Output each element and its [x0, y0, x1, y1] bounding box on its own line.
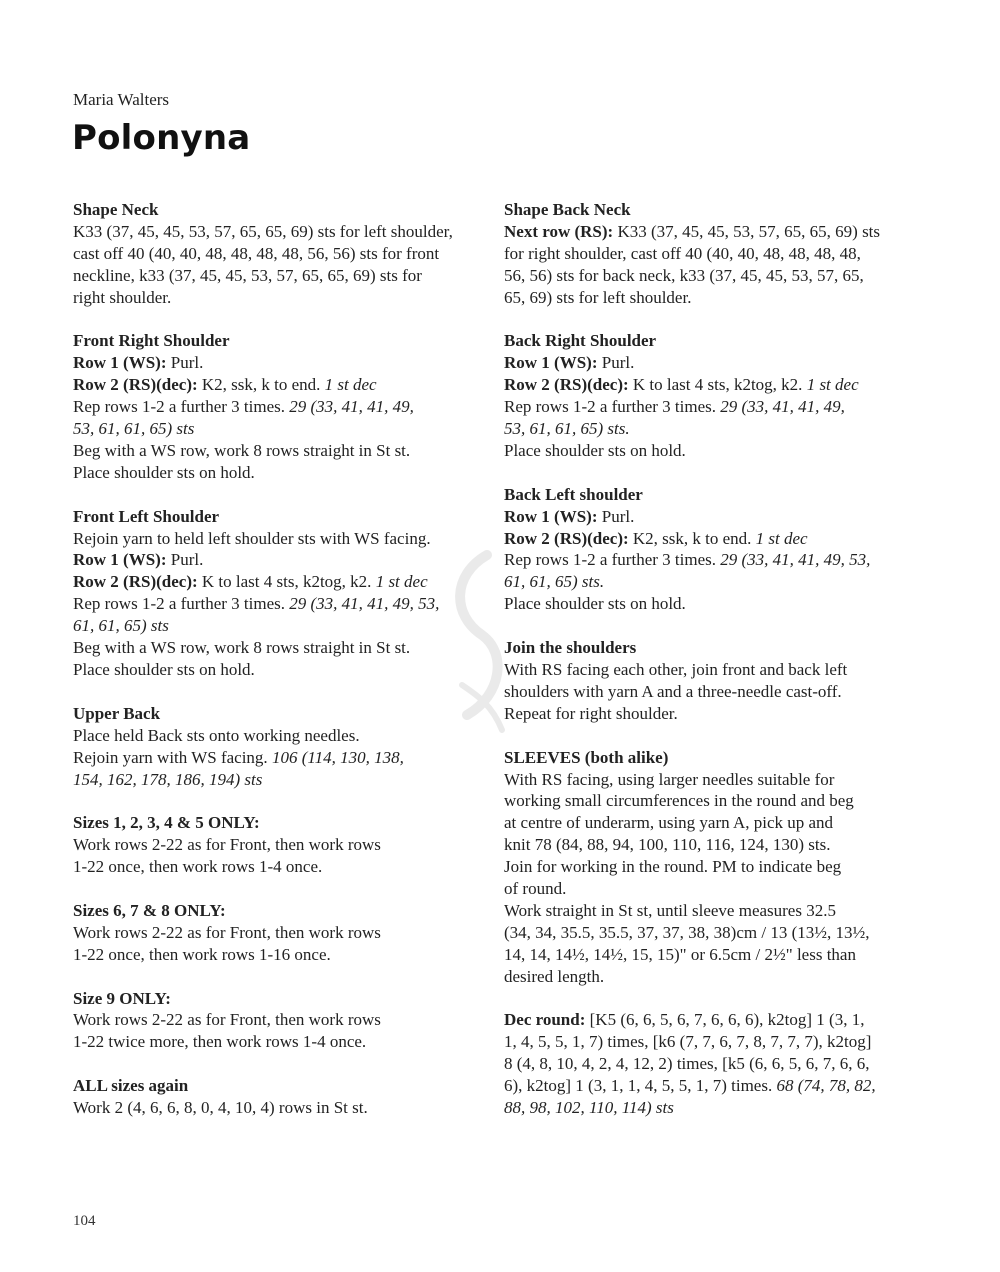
row-2-line: [73, 374, 483, 396]
section-dec-round: [504, 1009, 914, 1119]
section-front-left-shoulder: [73, 506, 483, 681]
text-line: 1-22 once, then work rows 1-16 once.: [73, 944, 331, 964]
heading-upper-back: Upper Back: [73, 703, 161, 723]
text-line: 14, 14, 14½, 14½, 15, 15)" or 6.5cm / 2½" less than: [504, 944, 856, 964]
heading-back-right-shoulder: Back Right Shoulder: [504, 331, 657, 351]
stitch-count: 1 st dec: [324, 375, 377, 395]
row-2-line: [504, 528, 914, 550]
section-sizes-6-8: [73, 900, 483, 966]
left-column: [73, 199, 483, 1141]
text-line: 1-22 once, then work rows 1-4 once.: [73, 857, 323, 877]
row-label: Row 2 (RS)(dec):: [504, 528, 629, 548]
text-line: With RS facing, using larger needles suitable for: [504, 769, 835, 789]
row-label: Row 2 (RS)(dec):: [504, 375, 629, 395]
row-text: K to last 4 sts, k2tog, k2.: [197, 572, 376, 592]
text-line: [504, 221, 914, 243]
text-line: Place shoulder sts on hold.: [504, 440, 686, 460]
stitch-count: 53, 61, 61, 65) sts.: [504, 419, 630, 439]
text-line: Work rows 2-22 as for Front, then work rows: [73, 835, 381, 855]
row-1-line: [73, 352, 483, 374]
stitch-count: 1 st dec: [755, 528, 808, 548]
section-sleeves: [504, 747, 914, 988]
text-line: right shoulder.: [73, 287, 172, 307]
text-line: Work straight in St st, until sleeve measures 32.5: [504, 900, 836, 920]
heading-size-9: Size 9 ONLY:: [73, 988, 171, 1008]
row-2-line: [504, 374, 914, 396]
text-line: [504, 549, 914, 571]
row-text: K2, ssk, k to end.: [197, 375, 325, 395]
rep-text: Rep rows 1-2 a further 3 times.: [504, 550, 721, 570]
row-1-line: [504, 352, 914, 374]
text-line: [73, 396, 483, 418]
section-all-sizes: [73, 1075, 483, 1119]
section-shape-back-neck: [504, 199, 914, 309]
stitch-count: 29 (33, 41, 41, 49,: [720, 397, 845, 417]
text-line: Beg with a WS row, work 8 rows straight in St st.: [73, 638, 411, 658]
heading-shape-back-neck: Shape Back Neck: [504, 200, 631, 219]
text-line: working small circumferences in the round and beg: [504, 791, 854, 811]
text-line: knit 78 (84, 88, 94, 100, 110, 116, 124, 130) sts.: [504, 835, 831, 855]
row-text: K33 (37, 45, 45, 53, 57, 65, 65, 69) sts: [613, 221, 881, 241]
text-line: Repeat for right shoulder.: [504, 703, 678, 723]
text-line: Place shoulder sts on hold.: [73, 660, 255, 679]
text-line: [73, 747, 483, 769]
row-label: Next row (RS):: [504, 221, 614, 241]
text-line: Place shoulder sts on hold.: [73, 462, 255, 482]
text-line: cast off 40 (40, 40, 48, 48, 48, 48, 56, 56) sts for front: [73, 243, 440, 263]
section-size-9: [73, 988, 483, 1054]
stitch-count: 154, 162, 178, 186, 194) sts: [73, 769, 263, 789]
text-line: [504, 1075, 914, 1097]
text-line: Work rows 2-22 as for Front, then work rows: [73, 1010, 381, 1030]
text-line: 1-22 twice more, then work rows 1-4 once.: [73, 1032, 367, 1052]
row-label: Row 2 (RS)(dec):: [73, 375, 198, 395]
row-text: Purl.: [166, 550, 204, 570]
text-line: Place held Back sts onto working needles.: [73, 725, 360, 745]
heading-all-sizes: ALL sizes again: [73, 1076, 189, 1096]
author-name: Maria Walters: [73, 90, 170, 109]
row-label: Row 1 (WS):: [504, 506, 598, 526]
text-line: [504, 396, 914, 418]
row-label: Row 1 (WS):: [73, 353, 167, 373]
text-line: 65, 69) sts for left shoulder.: [504, 287, 692, 307]
row-label: Row 1 (WS):: [504, 353, 598, 373]
section-front-right-shoulder: [73, 330, 483, 483]
text-line: K33 (37, 45, 45, 53, 57, 65, 65, 69) sts for left shoulder,: [73, 221, 453, 241]
stitch-count: 29 (33, 41, 41, 49, 53,: [720, 550, 871, 570]
text-line: With RS facing each other, join front and back left: [504, 659, 848, 679]
heading-sizes-1-5: Sizes 1, 2, 3, 4 & 5 ONLY:: [73, 813, 260, 833]
rep-text: Rep rows 1-2 a further 3 times.: [504, 397, 721, 417]
text-line: (34, 34, 35.5, 35.5, 37, 37, 38, 38)cm / 13 (13½, 13½,: [504, 922, 870, 942]
heading-join-shoulders: Join the shoulders: [504, 638, 637, 658]
heading-front-left-shoulder: Front Left Shoulder: [73, 506, 220, 526]
text-line: of round.: [504, 879, 567, 899]
row-text: 6), k2tog] 1 (3, 1, 1, 4, 5, 5, 1, 7) times.: [504, 1076, 777, 1096]
row-1-line: [504, 506, 914, 528]
text-line: Rejoin yarn to held left shoulder sts with WS facing.: [73, 528, 431, 548]
stitch-count: 53, 61, 61, 65) sts: [73, 419, 195, 439]
heading-sizes-6-8: Sizes 6, 7 & 8 ONLY:: [73, 900, 226, 920]
row-text: Purl.: [597, 353, 635, 373]
text-line: 56, 56) sts for back neck, k33 (37, 45, 45, 53, 57, 65,: [504, 265, 864, 285]
row-label: Row 1 (WS):: [73, 550, 167, 570]
stitch-count: 1 st dec: [806, 375, 859, 395]
heading-shape-neck: Shape Neck: [73, 200, 159, 219]
row-2-line: [73, 571, 483, 593]
text-line: desired length.: [504, 966, 605, 986]
text-line: for right shoulder, cast off 40 (40, 40, 48, 48, 48, 48,: [504, 243, 861, 263]
text-line: Place shoulder sts on hold.: [504, 594, 686, 614]
text-line: Work rows 2-22 as for Front, then work rows: [73, 922, 381, 942]
text-line: 1, 4, 5, 5, 1, 7) times, [k6 (7, 7, 6, 7, 8, 7, 7, 7), k2tog]: [504, 1032, 872, 1052]
stitch-count: 29 (33, 41, 41, 49, 53,: [289, 594, 440, 614]
text-line: Beg with a WS row, work 8 rows straight in St st.: [73, 440, 411, 460]
rejoin-text: Rejoin yarn with WS facing.: [73, 747, 272, 767]
text-line: [504, 1009, 914, 1031]
row-text: [K5 (6, 6, 5, 6, 7, 6, 6, 6), k2tog] 1 (3, 1,: [585, 1010, 865, 1030]
text-line: Join for working in the round. PM to indicate beg: [504, 857, 842, 877]
page-title: Polonyna: [72, 118, 251, 158]
row-text: Purl.: [166, 353, 204, 373]
rep-text: Rep rows 1-2 a further 3 times.: [73, 397, 290, 417]
rep-text: Rep rows 1-2 a further 3 times.: [73, 594, 290, 614]
text-line: 8 (4, 8, 10, 4, 2, 4, 12, 2) times, [k5 (6, 6, 5, 6, 7, 6, 6,: [504, 1054, 870, 1074]
row-label: Dec round:: [504, 1010, 586, 1030]
section-back-left-shoulder: [504, 484, 914, 615]
heading-back-left-shoulder: Back Left shoulder: [504, 484, 643, 504]
row-text: K2, ssk, k to end.: [628, 528, 756, 548]
text-line: at centre of underarm, using yarn A, pick up and: [504, 813, 834, 833]
stitch-count: 68 (74, 78, 82,: [776, 1076, 876, 1096]
stitch-count: 29 (33, 41, 41, 49,: [289, 397, 414, 417]
page-number: 104: [73, 1213, 96, 1229]
text-line: [73, 593, 483, 615]
row-text: Purl.: [597, 506, 635, 526]
stitch-count: 88, 98, 102, 110, 114) sts: [504, 1098, 674, 1118]
stitch-count: 1 st dec: [375, 572, 428, 592]
stitch-count: 61, 61, 65) sts: [73, 616, 169, 636]
row-label: Row 2 (RS)(dec):: [73, 572, 198, 592]
section-shape-neck: [73, 199, 483, 309]
section-upper-back: [73, 703, 483, 791]
right-column: [504, 199, 914, 1141]
section-back-right-shoulder: [504, 330, 914, 461]
section-sizes-1-5: [73, 812, 483, 878]
stitch-count: 106 (114, 130, 138,: [271, 747, 404, 767]
row-1-line: [73, 549, 483, 571]
section-join-shoulders: [504, 637, 914, 725]
text-line: neckline, k33 (37, 45, 45, 53, 57, 65, 65, 69) sts for: [73, 265, 422, 285]
row-text: K to last 4 sts, k2tog, k2.: [628, 375, 807, 395]
heading-front-right-shoulder: Front Right Shoulder: [73, 331, 230, 351]
stitch-count: 61, 61, 65) sts.: [504, 572, 605, 592]
text-line: shoulders with yarn A and a three-needle cast-off.: [504, 681, 842, 701]
text-line: Work 2 (4, 6, 6, 8, 0, 4, 10, 4) rows in St st.: [73, 1098, 368, 1118]
heading-sleeves: SLEEVES (both alike): [504, 747, 669, 767]
